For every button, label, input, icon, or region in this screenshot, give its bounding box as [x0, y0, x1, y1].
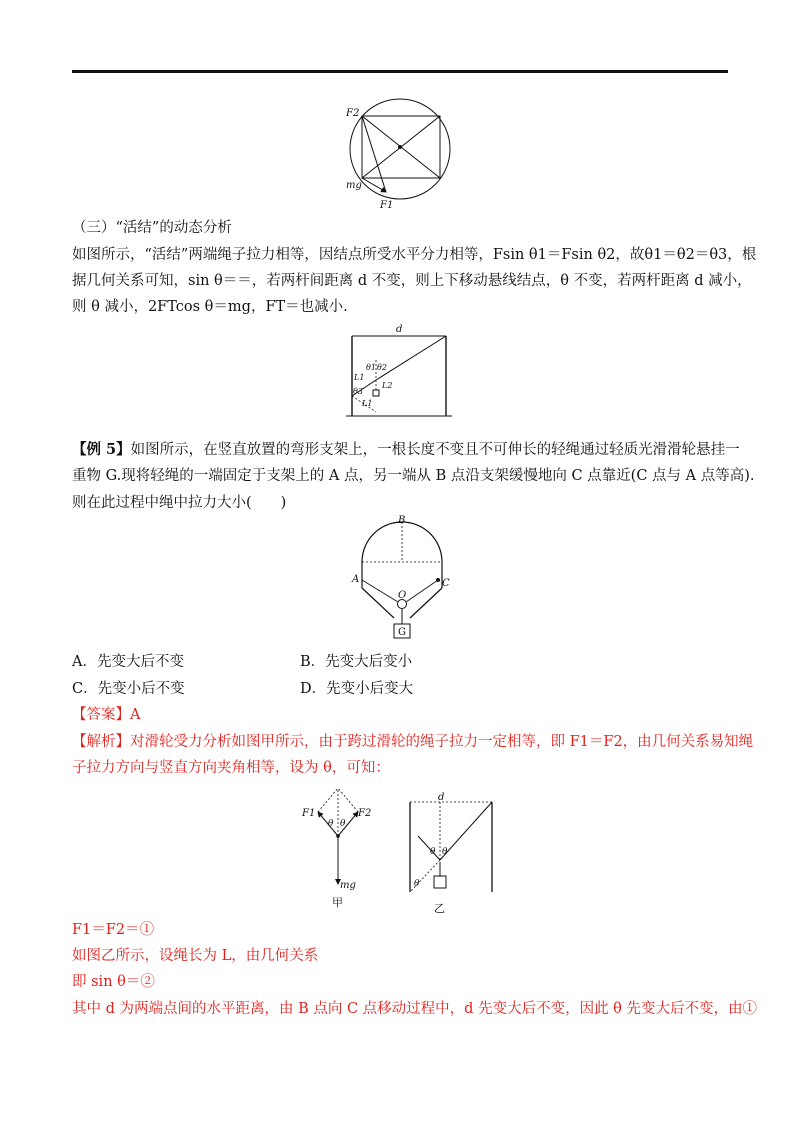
- label-mg: mg: [346, 180, 362, 191]
- label-theta1: θ1: [366, 363, 376, 372]
- option-C: C．先变小后不变: [72, 681, 185, 697]
- label-F2: F2: [346, 108, 360, 119]
- header-rule: [72, 70, 728, 73]
- caption-yi: 乙: [434, 902, 445, 915]
- label-theta2: θ2: [377, 363, 387, 372]
- figure-bracket-pulley: [348, 514, 458, 646]
- option-B: B．先变大后变小: [300, 654, 413, 670]
- label-A: A: [352, 574, 360, 585]
- section-title: （三）“活结”的动态分析: [72, 220, 232, 236]
- figure-jia: [300, 780, 380, 908]
- analysis-line-3: 如图乙所示，设绳长为 L，由几何关系: [72, 948, 319, 964]
- example-tag: 【例 5】: [72, 441, 131, 458]
- analysis-line-2: 子拉力方向与竖直方向夹角相等，设为 θ，可知：: [72, 760, 390, 776]
- example5-line-3: 则在此过程中绳中拉力大小( ): [72, 495, 287, 511]
- label-jia-F1: F1: [302, 808, 316, 819]
- figure-poles-knot: [344, 320, 459, 420]
- example5-line-1: [72, 440, 740, 460]
- answer-line: 【答案】A: [72, 707, 141, 723]
- label-jia-theta-right: θ: [340, 819, 346, 829]
- analysis-line-1: 【解析】对滑轮受力分析如图甲所示，由于跨过滑轮的绳子拉力一定相等，即 F1＝F2，由几何关系易知绳: [72, 734, 754, 750]
- label-d: d: [396, 324, 403, 335]
- option-D: D．先变小后变大: [300, 681, 414, 697]
- figure-circle-force-diagram: [340, 94, 470, 214]
- example5-text-1: 如图所示，在竖直放置的弯形支架上，一根长度不变且不可伸长的轻绳通过轻质光滑滑轮悬挂一: [130, 442, 740, 458]
- paragraph-line-1: 如图所示，“活结”两端绳子拉力相等，因结点所受水平分力相等，Fsin θ1＝Fsin θ2，故θ1＝θ2＝θ3，根: [72, 247, 757, 263]
- label-L2: L2: [382, 381, 393, 390]
- label-O: O: [398, 590, 407, 601]
- analysis-line-4: 即 sin θ＝②: [72, 974, 155, 990]
- caption-jia: 甲: [332, 896, 343, 909]
- label-L1-bottom: L1: [362, 399, 373, 408]
- analysis-line-5: 其中 d 为两端点间的水平距离，由 B 点向 C 点移动过程中，d 先变大后不变，因此 θ 先变大后不变，由①: [72, 1001, 758, 1017]
- label-C: C: [442, 578, 450, 589]
- label-jia-theta-left: θ: [328, 819, 334, 829]
- label-L1-top: L1: [354, 373, 365, 382]
- figure-yi: [404, 792, 504, 916]
- label-F1: F1: [380, 200, 394, 211]
- label-theta3: θ3: [353, 387, 363, 396]
- paragraph-line-2: 据几何关系可知，sin θ＝＝，若两杆间距离 d 不变，则上下移动悬线结点，θ 不变，若两杆距离 d 减小，: [72, 273, 752, 289]
- option-A: A．先变大后不变: [72, 654, 184, 670]
- label-G: G: [398, 627, 406, 638]
- label-jia-mg: mg: [340, 880, 356, 891]
- label-B: B: [398, 515, 406, 526]
- equation-1: F1＝F2＝①: [72, 922, 155, 938]
- label-jia-F2: F2: [358, 808, 372, 819]
- label-yi-theta-left: θ: [430, 847, 436, 857]
- label-yi-d: d: [438, 792, 445, 803]
- label-yi-theta-bottom: θ: [414, 879, 420, 889]
- paragraph-line-3: 则 θ 减小，2FTcos θ＝mg，FT＝也减小.: [72, 299, 348, 315]
- label-yi-theta-right: θ: [442, 847, 448, 857]
- example5-line-2: 重物 G.现将轻绳的一端固定于支架上的 A 点，另一端从 B 点沿支架缓慢地向 C 点靠近(C 点与 A 点等高).: [72, 468, 755, 484]
